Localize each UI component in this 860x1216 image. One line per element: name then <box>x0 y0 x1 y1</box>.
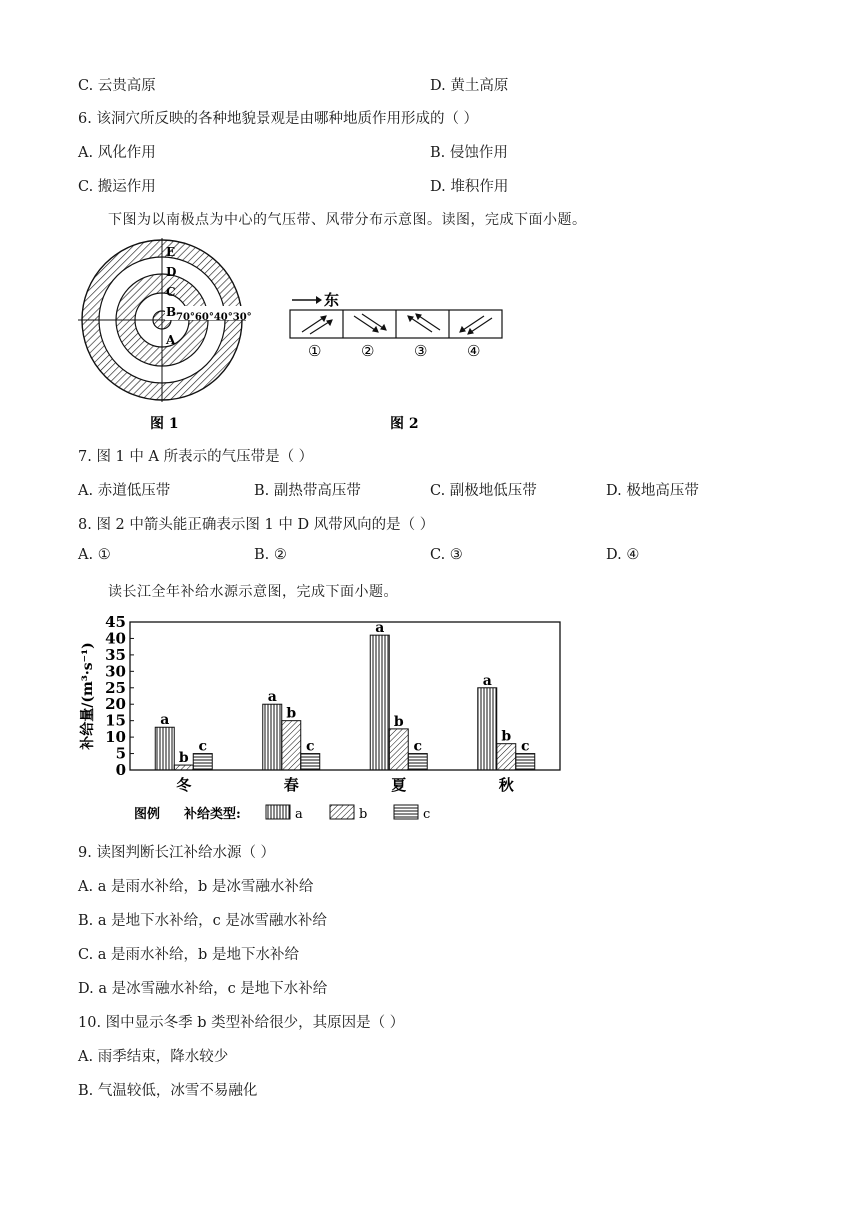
q9-stem: 9. 读图判断长江补给水源（ ） <box>78 845 276 861</box>
bar-label-b: b <box>286 705 297 722</box>
fig2-east-label: 东 <box>324 291 340 309</box>
y-tick-label: 45 <box>105 613 126 631</box>
x-category-label: 春 <box>283 776 299 794</box>
q9-option-b: B. a 是地下水补给，c 是冰雪融水补给 <box>78 913 327 929</box>
fig2-arrow-1 <box>302 316 332 334</box>
q8-option-a: A. ① <box>78 547 111 563</box>
q5-option-c: C. 云贵高原 <box>78 78 156 94</box>
bar-c <box>301 754 320 770</box>
y-tick-label: 30 <box>105 662 126 681</box>
fig2-cell-label-3: ③ <box>414 342 428 360</box>
legend-item-c: c <box>423 807 431 822</box>
q9-option-a: A. a 是雨水补给，b 是冰雪融水补给 <box>78 879 314 895</box>
fig1-concentric-diagram <box>78 238 257 402</box>
fig2-cell-label-1: ① <box>308 342 322 360</box>
q7-option-a: A. 赤道低压带 <box>78 483 171 499</box>
bar-a <box>370 635 389 770</box>
bar-label-b: b <box>501 728 512 745</box>
fig1-label-e: E <box>166 245 176 259</box>
bar-a <box>478 688 497 770</box>
q6-option-c: C. 搬运作用 <box>78 179 156 195</box>
q7-option-c: C. 副极地低压带 <box>430 483 537 499</box>
y-tick-label: 35 <box>105 645 126 664</box>
y-tick-label: 40 <box>105 629 126 648</box>
bar-c <box>516 754 535 770</box>
bar-label-b: b <box>393 713 404 730</box>
legend-item-b: b <box>359 807 368 822</box>
q7-stem: 7. 图 1 中 A 所表示的气压带是（ ） <box>78 449 314 465</box>
y-tick-label: 10 <box>105 728 126 747</box>
chart-legend <box>134 805 430 822</box>
q8-option-b: B. ② <box>254 547 287 563</box>
fig2-caption: 图 2 <box>390 416 419 432</box>
bar-label-c: c <box>520 738 530 755</box>
q6-option-d: D. 堆积作用 <box>430 179 509 195</box>
fig1-label-a: A <box>166 333 176 347</box>
y-tick-label: 15 <box>105 711 126 730</box>
bar-c <box>408 754 427 770</box>
bar-b <box>497 744 516 770</box>
fig2-arrow-3 <box>408 314 440 332</box>
bar-a <box>263 704 282 770</box>
q10-stem: 10. 图中显示冬季 b 类型补给很少，其原因是（ ） <box>78 1015 405 1031</box>
legend-label: 补给类型: <box>184 807 241 822</box>
bar-label-c: c <box>305 738 315 755</box>
q10-option-b: B. 气温较低，冰雪不易融化 <box>78 1083 258 1099</box>
x-category-label: 秋 <box>498 776 514 794</box>
intro-pressure-belts: 下图为以南极点为中心的气压带、风带分布示意图。读图，完成下面小题。 <box>108 212 587 228</box>
q6-option-a: A. 风化作用 <box>78 145 156 161</box>
bar-b <box>282 721 301 770</box>
bar-label-c: c <box>413 738 423 755</box>
fig2-cell-label-4: ④ <box>467 342 481 360</box>
bar-label-a: a <box>160 712 170 729</box>
q8-stem: 8. 图 2 中箭头能正确表示图 1 中 D 风带风向的是（ ） <box>78 517 435 533</box>
yangtze-recharge-chart <box>78 612 578 832</box>
fig2-arrow-4 <box>460 316 492 334</box>
chart-y-axis-label: 补给量/(m³·s⁻¹) <box>80 642 96 750</box>
q9-option-d: D. a 是冰雪融水补给，c 是地下水补给 <box>78 981 328 997</box>
q9-option-c: C. a 是雨水补给，b 是地下水补给 <box>78 947 299 963</box>
y-tick-label: 25 <box>105 678 126 697</box>
q10-option-a: A. 雨季结束，降水较少 <box>78 1049 229 1065</box>
fig2-arrow-2 <box>354 314 386 332</box>
bar-label-a: a <box>375 620 385 637</box>
q8-option-c: C. ③ <box>430 547 463 563</box>
x-category-label: 冬 <box>176 776 192 794</box>
fig1-label-b: B <box>166 305 177 319</box>
fig2-wind-arrows <box>290 291 502 360</box>
y-tick-label: 0 <box>115 761 126 779</box>
x-category-label: 夏 <box>391 776 407 794</box>
fig1-latitude-labels: 70°60°40°30° <box>176 312 252 323</box>
q5-option-d: D. 黄土高原 <box>430 78 509 94</box>
bar-label-b: b <box>178 750 189 767</box>
q6-stem: 6. 该洞穴所反映的各种地貌景观是由哪种地质作用形成的（ ） <box>78 111 479 127</box>
y-tick-label: 5 <box>115 744 126 763</box>
fig2-cell-label-2: ② <box>361 342 375 360</box>
fig1-label-d: D <box>166 265 177 279</box>
bar-a <box>155 727 174 770</box>
bar-c <box>193 754 212 770</box>
bar-label-a: a <box>482 672 492 689</box>
bar-b <box>389 729 408 770</box>
fig1-caption: 图 1 <box>150 416 179 432</box>
q8-option-d: D. ④ <box>606 547 640 563</box>
q6-option-b: B. 侵蚀作用 <box>430 145 508 161</box>
y-tick-label: 20 <box>105 695 126 714</box>
bar-label-a: a <box>267 689 277 706</box>
intro-yangtze-chart: 读长江全年补给水源示意图，完成下面小题。 <box>108 584 398 600</box>
fig1-label-c: C <box>166 285 176 299</box>
chart-plot-area <box>105 613 560 794</box>
legend-title: 图例 <box>134 807 161 822</box>
legend-item-a: a <box>295 807 303 822</box>
q7-option-b: B. 副热带高压带 <box>254 483 361 499</box>
q7-option-d: D. 极地高压带 <box>606 483 699 499</box>
bar-label-c: c <box>198 738 208 755</box>
figure-pressure-wind-belts <box>70 238 530 438</box>
